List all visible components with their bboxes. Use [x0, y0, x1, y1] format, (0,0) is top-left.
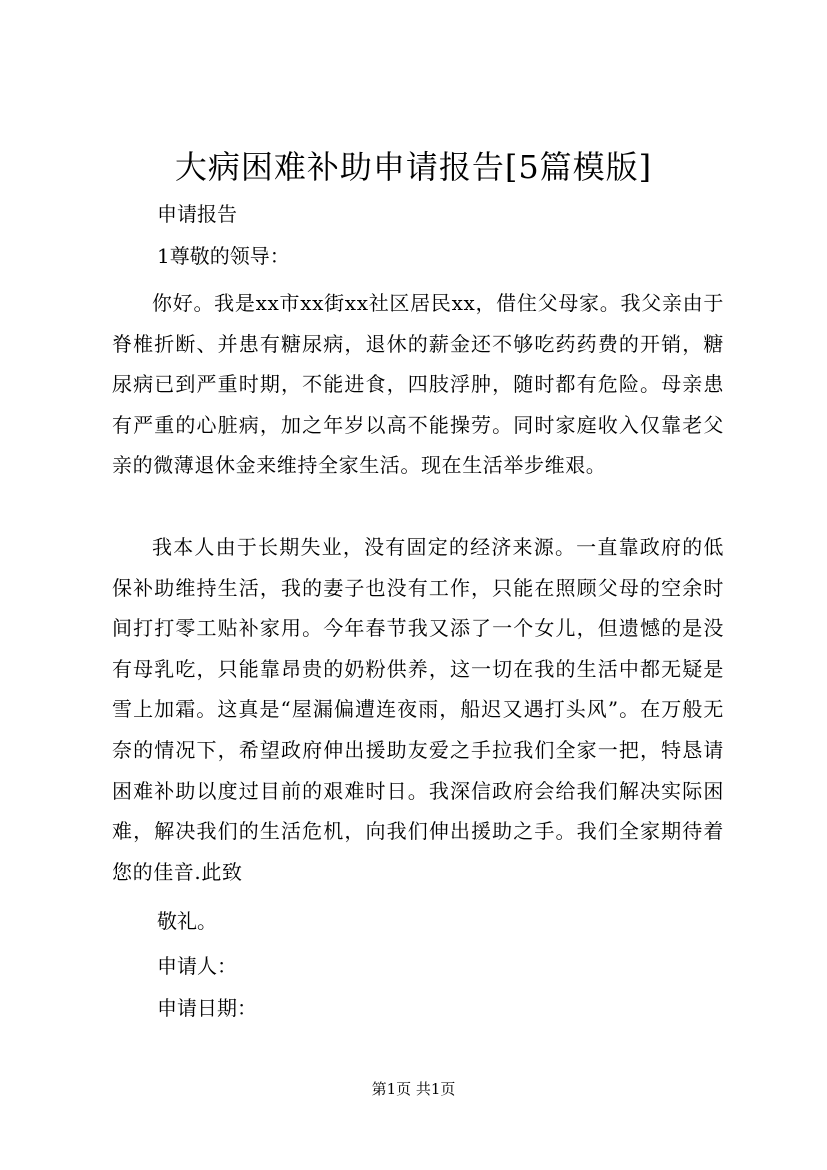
salutation: 1尊敬的领导： — [157, 244, 290, 268]
page-footer: 第1页 共1页 — [371, 1080, 456, 1098]
document-title: 大病困难补助申请报告[5篇模版] — [174, 148, 653, 186]
paragraph-personal-situation: 我本人由于长期失业，没有固定的经济来源。一直靠政府的低保补助维持生活，我的妻子也没有工作，只能在照顾父母的空余时间打打零工贴补家用。今年春节我又添了一个女儿，但遗憾的是没有母乳吃，只能靠昂贵的奶粉供养，这一切在我的生活中都无疑是雪上加霜。这真是“屋漏偏遭连夜雨，船迟又遇打头风”。在万般无奈的情况下，希望政府伸出援助友爱之手拉我们全家一把，特恳请困难补助以度过目前的艰难时日。我深信政府会给我们解决实际困难，解决我们的生活危机，向我们伸出援助之手。我们全家期待着您的佳音.此致 — [112, 535, 724, 884]
applicant-label: 申请人： — [157, 954, 237, 978]
paragraph-family-situation: 你好。我是xx市xx街xx社区居民xx，借住父母家。我父亲由于脊椎折断、并患有糖尿病，退休的薪金还不够吃药药费的开销，糖尿病已到严重时期，不能进食，四肢浮肿，随时都有危险。母亲患有严重的心脏病，加之年岁以高不能操劳。同时家庭收入仅靠老父亲的微薄退休金来维持全家生活。现在生活举步维艰。 — [112, 291, 724, 478]
closing-text: 敬礼。 — [157, 909, 217, 933]
date-label: 申请日期： — [157, 996, 257, 1020]
document-heading: 申请报告 — [157, 202, 237, 226]
